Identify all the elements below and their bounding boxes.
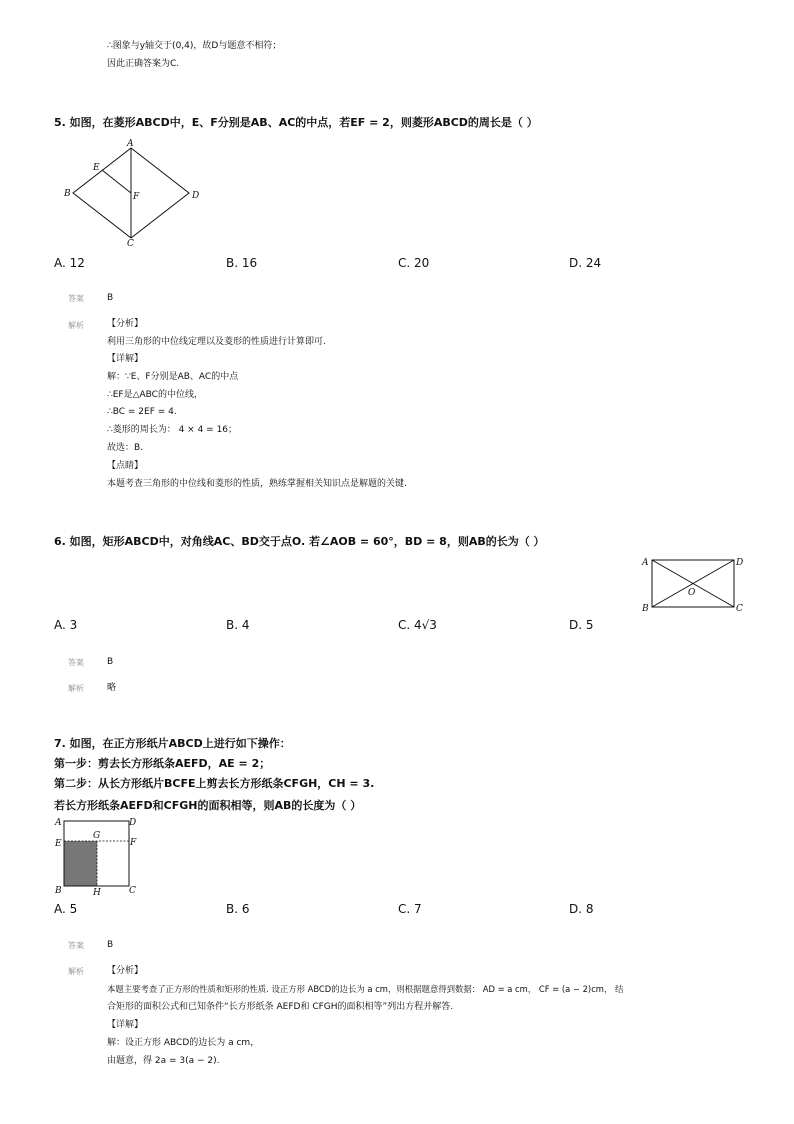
q7-analysis-line: 【分析】	[107, 966, 144, 976]
q7-label-b: B	[55, 886, 62, 896]
q7-label-g: G	[93, 831, 101, 841]
q7-analysis-line: 合矩形的面积公式和已知条件“长方形纸条 AEFD和 CFGH的面积相等”列出方程并解答.	[107, 1002, 454, 1012]
q6-answer-value: B	[107, 657, 114, 667]
q6-option-d[interactable]: D. 5	[569, 618, 594, 632]
q6-option-a[interactable]: A. 3	[54, 618, 78, 632]
q7-label-e: E	[55, 839, 62, 849]
q6-label-o: O	[688, 588, 696, 598]
q7-label-f: F	[130, 838, 137, 848]
q5-analysis-line: 故选：B.	[107, 443, 144, 453]
q6-option-b[interactable]: B. 4	[226, 618, 250, 632]
q7-answer-label: 答案	[68, 941, 84, 950]
q6-stem: 6. 如图，矩形ABCD中，对角线AC、BD交于点O. 若∠AOB = 60°，BD = 8，则AB的长为（ ）	[54, 535, 545, 548]
q5-label-f: F	[133, 192, 140, 202]
q5-analysis-line: 【点睛】	[107, 461, 144, 471]
q7-label-a: A	[55, 818, 62, 828]
q7-analysis-line: 由题意，得 2a = 3(a − 2).	[107, 1056, 220, 1066]
q7-option-c[interactable]: C. 7	[398, 902, 422, 916]
q5-label-d: D	[192, 191, 200, 201]
q6-analysis-text: 略	[107, 683, 117, 693]
q5-label-b: B	[64, 189, 71, 199]
q5-analysis-label: 解析	[68, 321, 84, 330]
top-line-2: 因此正确答案为C.	[107, 59, 180, 69]
q5-rhombus-figure	[60, 138, 200, 248]
q7-option-d[interactable]: D. 8	[569, 902, 594, 916]
q6-answer-label: 答案	[68, 658, 84, 667]
segment-ef	[102, 170, 131, 193]
shaded-region	[64, 841, 97, 886]
q6-label-c: C	[736, 604, 743, 614]
q5-label-e: E	[93, 163, 100, 173]
q7-label-c: C	[129, 886, 136, 896]
q6-option-c[interactable]: C. 4√3	[398, 618, 437, 632]
q7-analysis-label: 解析	[68, 967, 84, 976]
q5-option-d[interactable]: D. 24	[569, 256, 602, 270]
q5-analysis-line: 利用三角形的中位线定理以及菱形的性质进行计算即可.	[107, 337, 326, 347]
q6-rectangle-figure	[640, 550, 750, 615]
q5-analysis-line: ∴EF是△ABC的中位线，	[107, 390, 203, 400]
q7-stem: 7. 如图，在正方形纸片ABCD上进行如下操作：	[54, 737, 291, 750]
q7-option-a[interactable]: A. 5	[54, 902, 78, 916]
q7-label-h: H	[93, 888, 101, 898]
q6-label-a: A	[642, 558, 649, 568]
q5-analysis-line: 解：∵E、F分别是AB、AC的中点	[107, 372, 239, 382]
q6-label-d: D	[736, 558, 744, 568]
q7-answer-value: B	[107, 940, 114, 950]
q7-label-d: D	[129, 818, 137, 828]
q5-label-a: A	[127, 139, 134, 149]
top-line-1: ∴图象与y轴交于(0,4)，故D与题意不相符；	[107, 41, 282, 51]
q5-analysis-line: ∴菱形的周长为： 4 × 4 = 16；	[107, 425, 238, 435]
q5-answer-label: 答案	[68, 294, 84, 303]
q6-analysis-label: 解析	[68, 684, 84, 693]
q5-label-c: C	[127, 239, 134, 248]
q5-answer-value: B	[107, 293, 114, 303]
q5-option-a[interactable]: A. 12	[54, 256, 85, 270]
q6-label-b: B	[642, 604, 649, 614]
q7-step-2: 第二步：从长方形纸片BCFE上剪去长方形纸条CFGH，CH = 3.	[54, 777, 375, 790]
q7-square-figure	[52, 813, 147, 898]
q5-analysis-line: 本题考查三角形的中位线和菱形的性质，熟练掌握相关知识点是解题的关键.	[107, 479, 407, 489]
q7-option-b[interactable]: B. 6	[226, 902, 250, 916]
q7-analysis-line: 解：设正方形 ABCD的边长为 a cm，	[107, 1038, 260, 1048]
q5-analysis-line: ∴BC = 2EF = 4.	[107, 407, 177, 417]
q5-analysis-line: 【详解】	[107, 354, 144, 364]
q5-stem: 5. 如图，在菱形ABCD中，E、F分别是AB、AC的中点，若EF = 2，则菱形ABCD的周长是（ ）	[54, 116, 538, 129]
q5-option-b[interactable]: B. 16	[226, 256, 258, 270]
q5-analysis-line: 【分析】	[107, 319, 144, 329]
q7-analysis-line: 本题主要考查了正方形的性质和矩形的性质. 设正方形 ABCD的边长为 a cm，则根据题意得到数据： AD = a cm， CF = (a − 2)cm， 结	[107, 984, 624, 994]
q7-step-1: 第一步：剪去长方形纸条AEFD，AE = 2；	[54, 757, 271, 770]
q7-question: 若长方形纸条AEFD和CFGH的面积相等，则AB的长度为（ ）	[54, 799, 362, 812]
q5-option-c[interactable]: C. 20	[398, 256, 430, 270]
q7-analysis-line: 【详解】	[107, 1020, 144, 1030]
